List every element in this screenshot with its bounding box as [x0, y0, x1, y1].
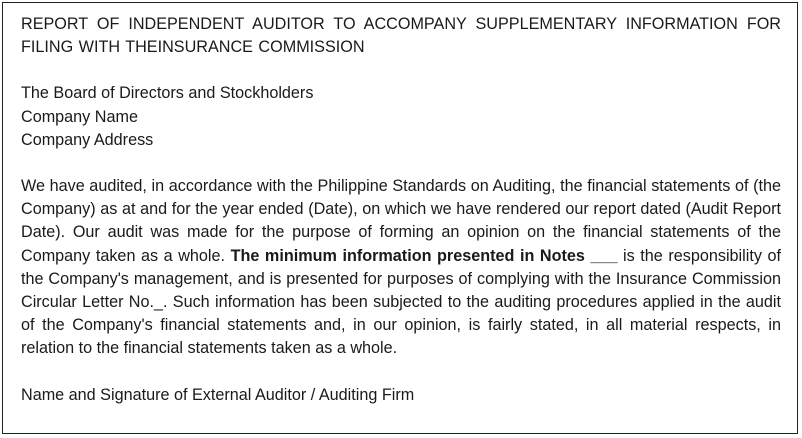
addressee-line-company-name: Company Name [21, 107, 138, 126]
paragraph-text-rest: is the responsibility of the Company's management, and is presented for purposes of complying with the Insurance Commission Circular Letter No._. Such information has been subjected to the auditing procedures applied in the audit of the Company's financial statements and, in our opinion, is fairly stated, in all material respects, in relation to the financial statements taken as a whole. [21, 246, 781, 358]
addressee-block [21, 82, 781, 152]
document-frame [2, 2, 798, 434]
addressee-line-board: The Board of Directors and Stockholders [21, 84, 314, 103]
report-title: REPORT OF INDEPENDENT AUDITOR TO ACCOMPANY SUPPLEMENTARY INFORMATION FOR FILING WITH THEINSURANCE COMMISSION [21, 15, 781, 57]
paragraph-text-bold: The minimum information presented in Notes ___ [230, 246, 618, 265]
addressee-line-company-address: Company Address [21, 130, 154, 149]
opinion-paragraph [21, 175, 781, 361]
document-body [21, 13, 781, 407]
signature-line: Name and Signature of External Auditor / Auditing Firm [21, 385, 415, 404]
paragraph-text-intro: We have audited, in accordance with the Philippine Standards on Auditing, the financial statements of (the Company) as at and for the year ended (Date), on which we have rendered our report dated (Audit Report Date). Our audit was made for the purpose of forming an opinion on the financial statements of the Company taken as a whole. [21, 177, 781, 265]
